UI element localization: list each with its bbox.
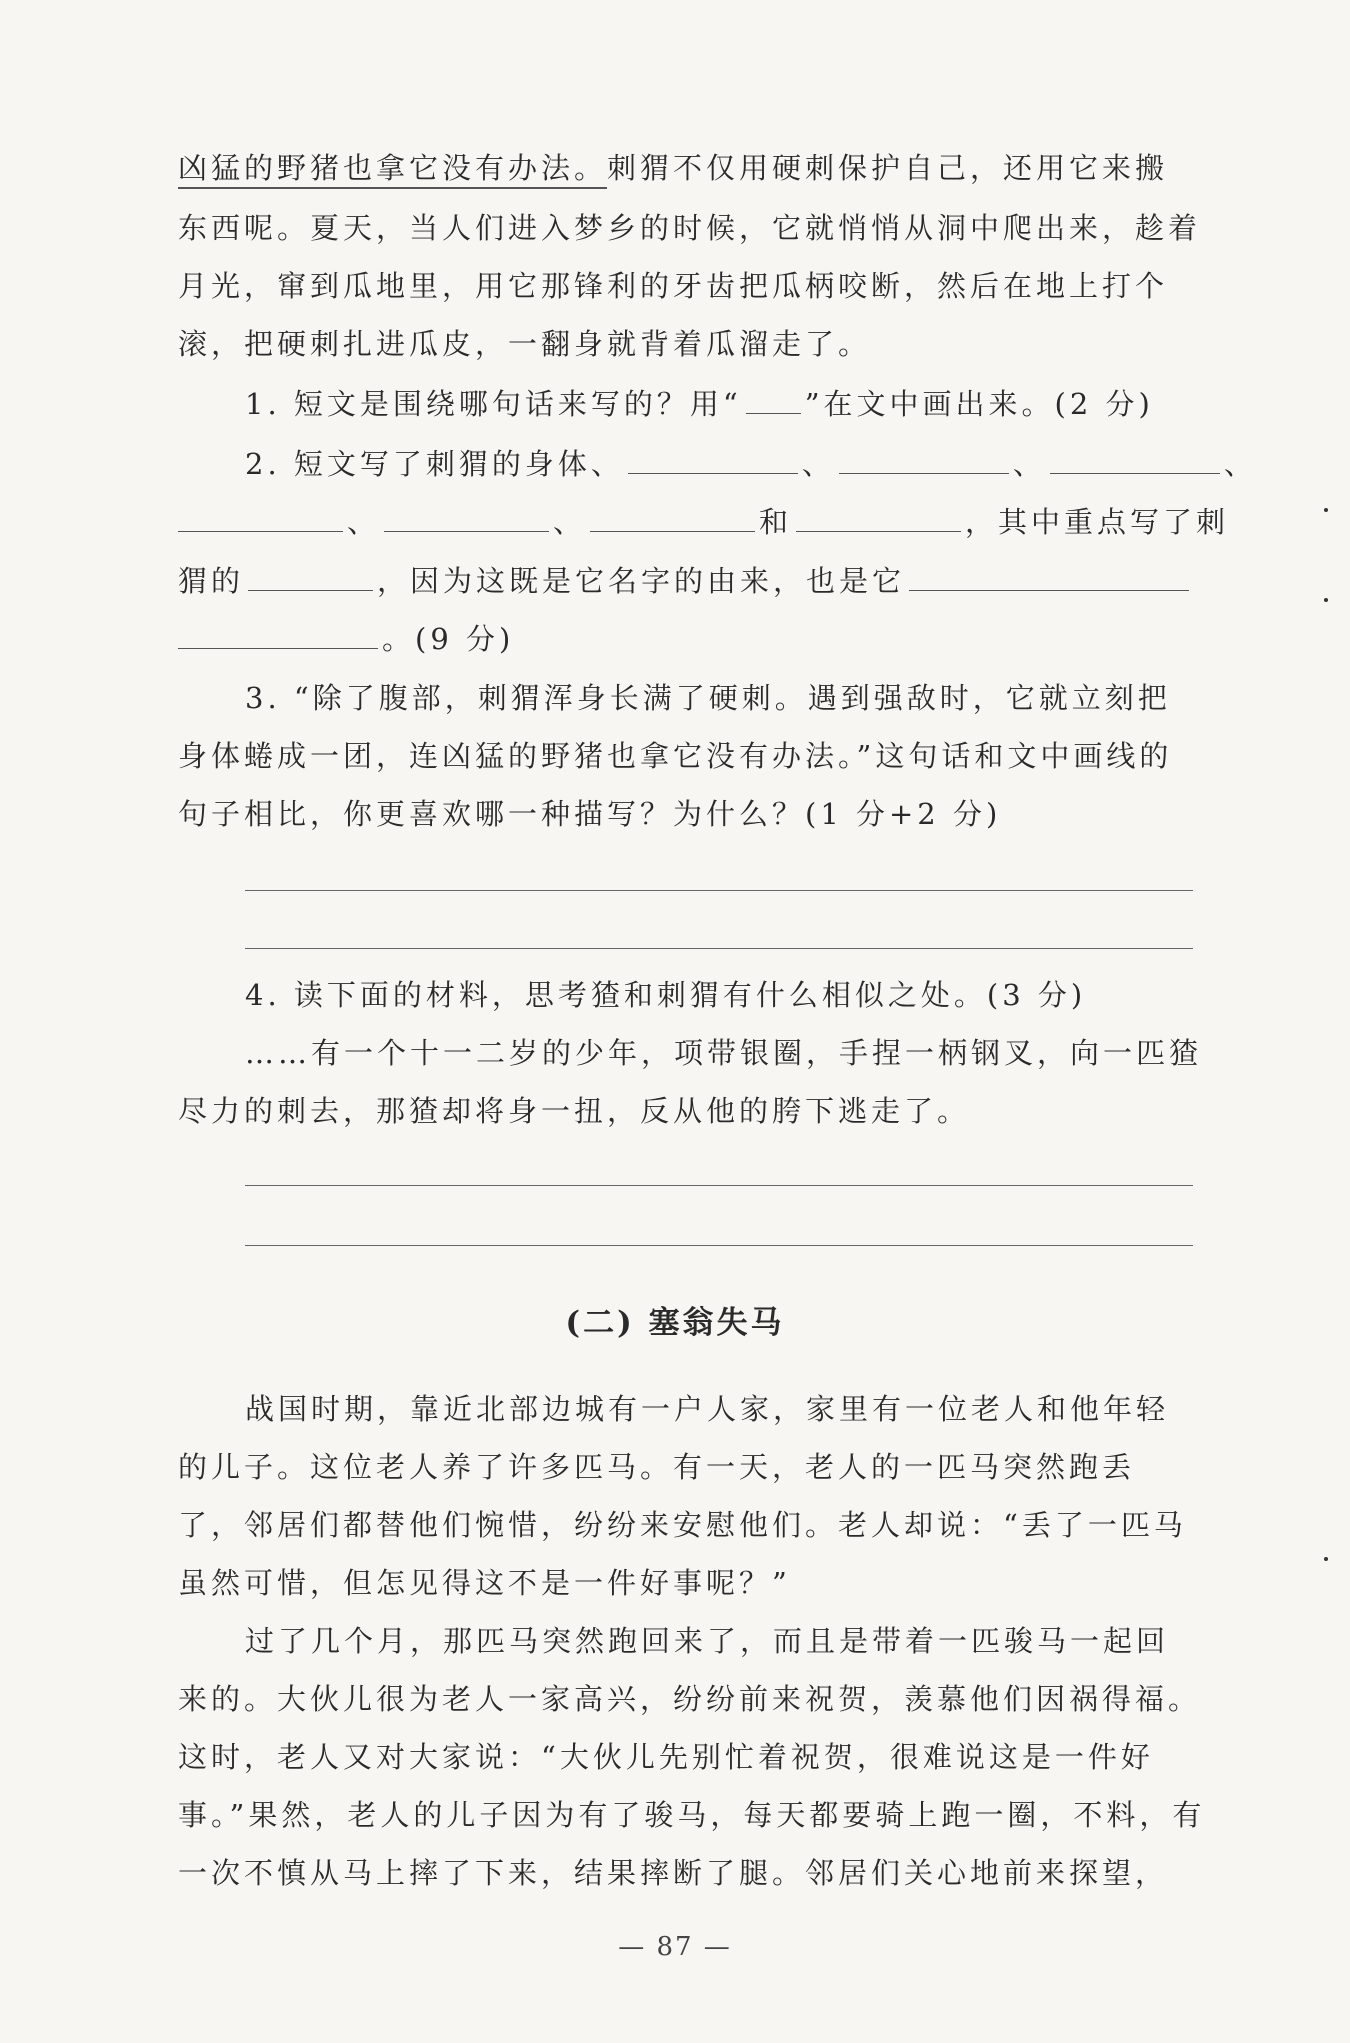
passage-line: 东西呢。夏天，当人们进入梦乡的时候，它就悄悄从洞中爬出来，趁着 (178, 211, 1202, 245)
answer-blank[interactable] (384, 501, 549, 532)
answer-blank[interactable] (1050, 443, 1220, 474)
quoted-material: ……有一个十一二岁的少年，项带银圈，手捏一柄钢叉，向一匹猹 (245, 1036, 1203, 1070)
passage-line: 了，邻居们都替他们惋惜，纷纷来安慰他们。老人却说：“丢了一匹马 (178, 1508, 1187, 1542)
passage-line: 过了几个月，那匹马突然跑回来了，而且是带着一匹骏马一起回 (245, 1624, 1170, 1658)
question-2-line-4: 。(9 分) (178, 618, 1193, 659)
passage-line: 一次不慎从马上摔了下来，结果摔断了腿。邻居们关心地前来探望， (178, 1856, 1169, 1890)
answer-blank[interactable] (796, 501, 961, 532)
answer-blank[interactable] (839, 443, 1009, 474)
question-3-line: 身体蜷成一团，连凶猛的野猪也拿它没有办法。”这句话和文中画线的 (178, 739, 1173, 773)
passage-line: 滚，把硬刺扎进瓜皮，一翻身就背着瓜溜走了。 (178, 327, 872, 361)
underlined-sentence: 凶猛的野猪也拿它没有办法。 (178, 151, 607, 189)
question-4-line: 4. 读下面的材料，思考猹和刺猬有什么相似之处。(3 分) (245, 978, 1087, 1012)
section-title: (二) 塞翁失马 (565, 1305, 785, 1341)
scan-speck (1324, 1557, 1328, 1561)
quoted-material: 尽力的刺去，那猹却将身一扭，反从他的胯下逃走了。 (178, 1094, 971, 1128)
answer-blank[interactable] (628, 443, 798, 474)
question-1: 1. 短文是围绕哪句话来写的？用“ ”在文中画出来。(2 分) (245, 383, 1193, 424)
question-2-line-3: 猬的 ，因为这既是它名字的由来，也是它 (178, 560, 1193, 601)
passage-line: 虽然可惜，但怎见得这不是一件好事呢？” (178, 1566, 791, 1600)
question-2-line-2: 、 、 和 ，其中重点写了刺 (178, 501, 1193, 542)
answer-line[interactable] (245, 1245, 1193, 1246)
answer-blank[interactable] (178, 618, 378, 649)
answer-blank[interactable] (590, 501, 755, 532)
passage-line: 这时，老人又对大家说：“大伙儿先别忙着祝贺，很难说这是一件好 (178, 1740, 1154, 1774)
passage-line: 战国时期，靠近北部边城有一户人家，家里有一位老人和他年轻 (245, 1392, 1170, 1426)
answer-line[interactable] (245, 1185, 1193, 1186)
answer-line[interactable] (245, 948, 1193, 949)
passage-line: 的儿子。这位老人养了许多匹马。有一天，老人的一匹马突然跑丢 (178, 1450, 1136, 1484)
question-2-line-1: 2. 短文写了刺猬的身体、 、 、 、 (245, 443, 1193, 484)
answer-blank[interactable] (248, 560, 373, 591)
passage-line: 月光，窜到瓜地里，用它那锋利的牙齿把瓜柄咬断，然后在地上打个 (178, 269, 1169, 303)
passage-line: 事。”果然，老人的儿子因为有了骏马，每天都要骑上跑一圈，不料，有 (178, 1798, 1206, 1832)
question-3-line: 句子相比，你更喜欢哪一种描写？为什么？(1 分+2 分) (178, 797, 1002, 831)
passage-line: 来的。大伙儿很为老人一家高兴，纷纷前来祝贺，羡慕他们因祸得福。 (178, 1682, 1202, 1716)
answer-blank[interactable] (746, 383, 801, 414)
passage-line: 凶猛的野猪也拿它没有办法。刺猬不仅用硬刺保护自己，还用它来搬 (178, 148, 1193, 188)
page-number: — 87 — (618, 1932, 732, 1962)
scan-speck (1324, 598, 1328, 602)
answer-line[interactable] (245, 890, 1193, 891)
answer-blank[interactable] (909, 560, 1189, 591)
scan-speck (1324, 508, 1328, 512)
question-3-line: 3. “除了腹部，刺猬浑身长满了硬刺。遇到强敌时，它就立刻把 (245, 681, 1171, 715)
answer-blank[interactable] (178, 501, 343, 532)
